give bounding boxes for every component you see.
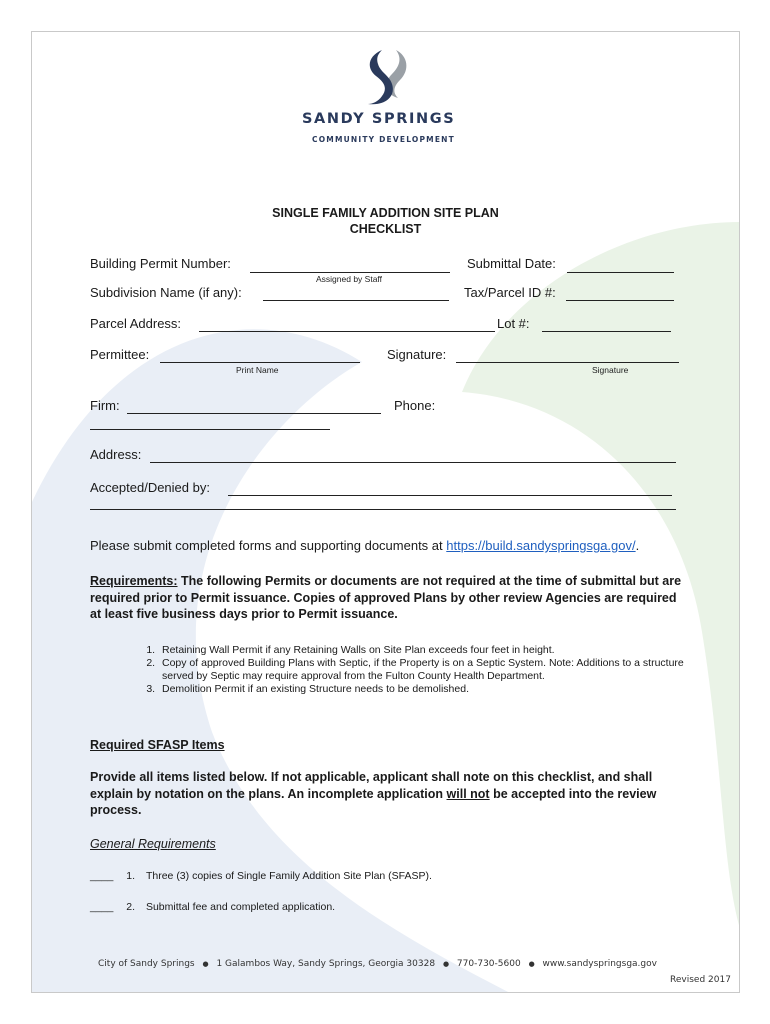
- permittee-field[interactable]: [160, 362, 360, 363]
- footer-city: City of Sandy Springs: [98, 959, 195, 969]
- footer-website: www.sandyspringsga.gov: [542, 959, 657, 969]
- logo-wordmark: SANDY SPRINGS: [302, 111, 456, 127]
- form-subtitle: CHECKLIST: [349, 222, 422, 236]
- requirements-list-item: 3. Demolition Permit if an existing Structure needs to be demolished.: [158, 683, 688, 696]
- submit-statement: [90, 538, 639, 553]
- signature-field[interactable]: [456, 362, 679, 363]
- logo-subtitle: COMMUNITY DEVELOPMENT: [312, 135, 455, 144]
- requirements-list-item: 1. Retaining Wall Permit if any Retaining Walls on Site Plan exceeds four feet in height.: [158, 644, 688, 657]
- revised-note: Revised 2017: [670, 975, 731, 985]
- checkbox-blank[interactable]: ____: [90, 870, 114, 882]
- requirements-text: The following Permits or documents are not required at the time of submittal but are required prior to Permit issuance. Copies of approved Plans by other review Agencies are required at least five business days prior to Permit issuance.: [90, 574, 682, 621]
- accepted-denied-extra-line: [90, 509, 676, 510]
- subdivision-field[interactable]: [263, 300, 449, 301]
- sfasp-text-after: be accepted into the review process.: [90, 786, 657, 817]
- address-field[interactable]: [150, 462, 676, 463]
- firm-label: Firm:: [90, 398, 120, 413]
- building-permit-label: Building Permit Number:: [90, 256, 231, 271]
- assigned-by-staff-caption: Assigned by Staff: [316, 274, 382, 284]
- accepted-denied-field[interactable]: [228, 495, 672, 496]
- submittal-date-label: Submittal Date:: [467, 256, 556, 271]
- building-permit-field[interactable]: [250, 272, 450, 273]
- item-text: Three (3) copies of Single Family Addition Site Plan (SFASP).: [145, 870, 432, 882]
- parcel-address-label: Parcel Address:: [90, 316, 182, 331]
- sfasp-heading: Required SFASP Items: [90, 738, 225, 752]
- form-title: SINGLE FAMILY ADDITION SITE PLAN: [272, 206, 499, 220]
- requirements-list: [142, 644, 688, 696]
- general-requirement-item[interactable]: [90, 901, 335, 914]
- sfasp-paragraph: [90, 769, 690, 819]
- tax-parcel-label: Tax/Parcel ID #:: [464, 285, 556, 300]
- footer-contact: [98, 959, 657, 969]
- sfasp-text-before: Provide all items listed below. If not applicable, applicant shall note on this checklist, and shall explain by notation on the plans. An incomplete application: [90, 770, 653, 801]
- signature-caption: Signature: [592, 365, 629, 375]
- firm-field[interactable]: [127, 413, 381, 414]
- checkbox-blank[interactable]: ____: [90, 901, 114, 913]
- general-requirement-item[interactable]: [90, 870, 432, 883]
- footer-bullet: ●: [528, 960, 535, 968]
- submit-period: .: [635, 538, 640, 553]
- address-label: Address:: [90, 447, 142, 462]
- phone-field[interactable]: [90, 429, 330, 430]
- print-name-caption: Print Name: [236, 365, 279, 375]
- sandy-springs-logo-icon: [362, 46, 414, 108]
- document-page: [31, 31, 740, 993]
- accepted-denied-label: Accepted/Denied by:: [90, 480, 210, 495]
- sfasp-text-underlined: will not: [446, 786, 490, 801]
- requirements-heading: Requirements:: [90, 574, 178, 588]
- item-number: 1.: [126, 870, 136, 882]
- requirements-paragraph: [90, 573, 690, 623]
- footer-bullet: ●: [442, 960, 450, 968]
- signature-label: Signature:: [387, 347, 447, 362]
- footer-phone: 770-730-5600: [456, 959, 521, 969]
- item-number: 2.: [126, 901, 136, 913]
- submit-text: Please submit completed forms and supporting documents at: [90, 538, 443, 553]
- permittee-label: Permittee:: [90, 347, 150, 362]
- lot-field[interactable]: [542, 331, 671, 332]
- lot-label: Lot #:: [497, 316, 530, 331]
- footer-address: 1 Galambos Way, Sandy Springs, Georgia 30328: [216, 959, 436, 969]
- tax-parcel-field[interactable]: [566, 300, 674, 301]
- parcel-address-field[interactable]: [199, 331, 495, 332]
- phone-label: Phone:: [394, 398, 436, 413]
- footer-bullet: ●: [202, 960, 209, 968]
- submittal-date-field[interactable]: [567, 272, 674, 273]
- subdivision-label: Subdivision Name (if any):: [90, 285, 242, 300]
- submit-link[interactable]: https://build.sandyspringsga.gov/: [446, 538, 636, 553]
- item-text: Submittal fee and completed application.: [145, 901, 336, 913]
- general-requirements-heading: General Requirements: [90, 837, 216, 851]
- requirements-list-item: 2. Copy of approved Building Plans with Septic, if the Property is on a Septic System. Note: Additions to a structure served by Septic may require approval from the Fulton County Health Department.: [158, 657, 688, 683]
